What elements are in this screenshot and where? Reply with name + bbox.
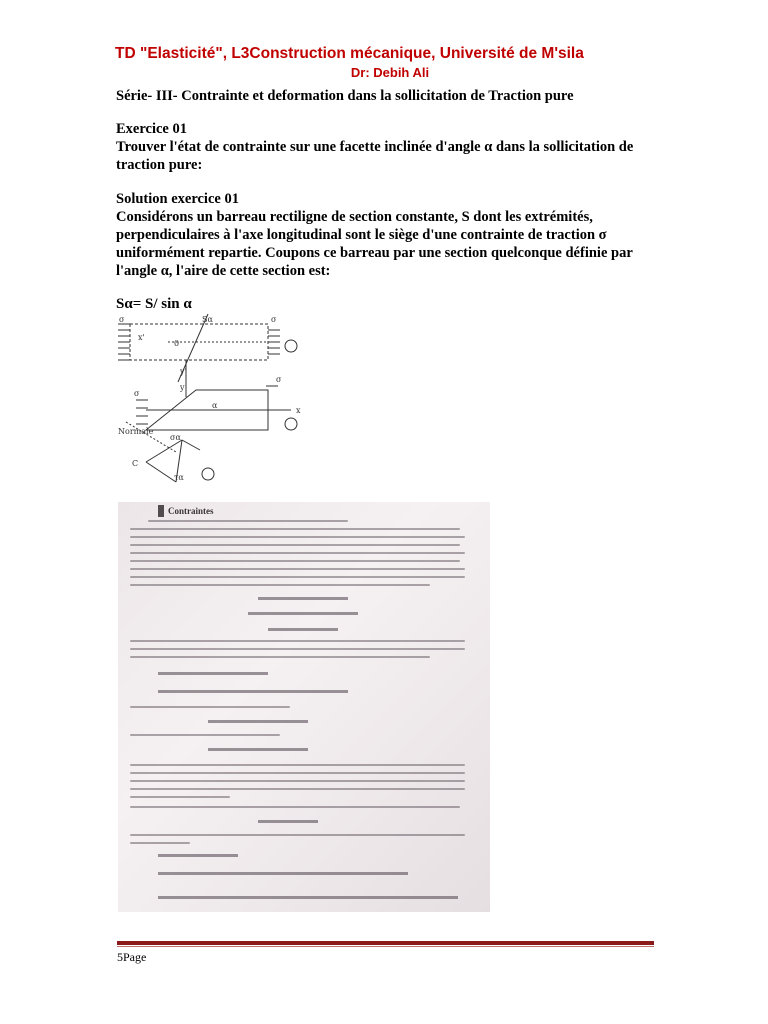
scan-equation [258,597,348,600]
svg-text:σ: σ [134,389,140,398]
scan-text-line [130,552,465,554]
scan-text-line [130,656,430,658]
series-title: Série- III- Contrainte et deformation dans la sollicitation de Traction pure [116,88,574,104]
scan-text-line [130,764,465,766]
scan-text-line [130,536,465,538]
scan-text-line [148,520,348,522]
scan-text-line [130,640,465,642]
scan-equation [158,872,408,875]
svg-text:y': y' [180,367,187,376]
svg-text:x': x' [138,333,145,342]
scan-text-line [130,568,465,570]
scan-text-line [130,544,460,546]
svg-text:τα: τα [174,473,184,482]
exercise-title: Exercice 01 [116,121,187,137]
footer-rule-thin [117,946,654,947]
svg-text:0: 0 [174,339,180,348]
scan-equation [158,690,348,693]
scan-text-line [130,734,280,736]
svg-text:Normale: Normale [118,427,154,436]
scan-equation [258,820,318,823]
scan-marker [158,505,164,517]
scan-equation [208,720,308,723]
svg-text:σ: σ [271,315,277,324]
solution-title: Solution exercice 01 [116,191,239,207]
scan-equation [158,854,238,857]
scan-text-line [130,576,465,578]
scan-equation [158,896,458,899]
svg-text:σ: σ [119,315,125,324]
traction-bar-figure [116,312,316,487]
traction-bar-diagram [116,312,316,487]
svg-text:y: y [180,383,185,392]
scan-equation [158,672,268,675]
exercise-statement: Trouver l'état de contrainte sur une facette inclinée d'angle α dans la sollicitation de traction pure: [116,139,634,173]
scan-heading: Contraintes [168,506,214,516]
page-number: 5Page [117,950,147,964]
scan-equation [268,628,338,631]
svg-text:α: α [212,401,218,410]
footer-rule [117,941,654,945]
scan-text-line [130,584,430,586]
scan-text-line [130,788,465,790]
document-header-title: TD "Elasticité", L3Construction mécanique, Université de M'sila [115,45,584,62]
scan-text-line [130,806,460,808]
scan-text-line [130,842,190,844]
svg-text:Sα: Sα [202,315,213,324]
scan-text-line [130,796,230,798]
scan-text-line [130,528,460,530]
svg-text:σ: σ [276,375,282,384]
scan-text-line [130,834,465,836]
scan-text-line [130,560,460,562]
svg-text:σα: σα [170,433,181,442]
scan-equation [248,612,358,615]
svg-text:x: x [296,406,301,415]
scan-text-line [130,780,465,782]
document-author: Dr: Debih Ali [350,65,430,80]
scan-text-line [130,706,290,708]
svg-text:C: C [132,459,139,468]
scan-equation [208,748,308,751]
scan-text-line [130,772,465,774]
section-area-formula: Sα= S/ sin α [116,296,192,312]
scanned-derivation-image [118,502,490,912]
solution-text: Considérons un barreau rectiligne de section constante, S dont les extrémités, perpendiculaires à l'axe longitudinal sont le siège d'une contrainte de traction σ uniformément repartie. Coupons ce barreau par une section quelconque définie par l'angle α, l'aire de cette section est: [116,209,633,279]
scan-text-line [130,648,465,650]
